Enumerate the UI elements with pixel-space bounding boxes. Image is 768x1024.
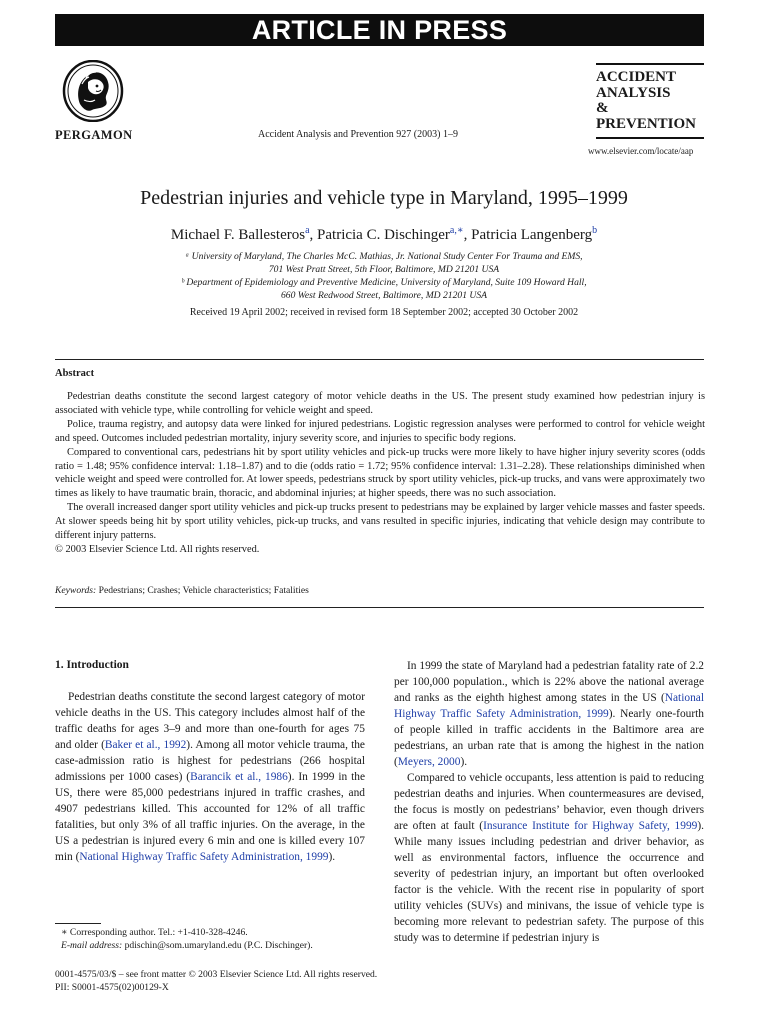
body-text: ). Among all motor vehicle trauma, the case-admission ratio is highest for pedestrians (266 hospital admissions per 1000 cases) ( bbox=[55, 739, 365, 783]
journal-title-line: ACCIDENT bbox=[596, 69, 677, 85]
copyright-notice: © 2003 Elsevier Science Ltd. All rights reserved. bbox=[55, 543, 260, 555]
body-text: ). While many issues including pedestrian and driver behavior, as well as environmental factors, influence the occurrence and severity of pedestrian injury, an important but often overlooked factor is the vehicle. With the recent rise in popularity of sport utility vehicles (SUVs) and minivans, the issue of vehicle type is becoming more relevant to pedestrian safety. The purpose of this study was to determine if pedestrian injury is bbox=[394, 820, 704, 944]
abstract-paragraph: The overall increased danger sport utility vehicles and pick-up trucks present to pedestrians may be explained by larger vehicle masses and faster speeds. At slower speeds being hit by sport utility vehicles, pick-up trucks, and vans resulted in specific injuries, indicating that vehicle design may contribute to different injury patterns. bbox=[55, 502, 705, 542]
left-column-text bbox=[55, 689, 365, 865]
affiliation-a bbox=[0, 250, 768, 276]
abstract-paragraph: Police, trauma registry, and autopsy data were linked for injured pedestrians. Logistic regression analyses were performed to control for vehicle weight and speed. Outcomes included pedestrian mortality, injury severity score, and injuries to specific body regions. bbox=[55, 418, 705, 444]
abstract-heading: Abstract bbox=[55, 368, 95, 379]
affiliation-line: 701 West Pratt Street, 5th Floor, Baltimore, MD 21201 USA bbox=[268, 264, 500, 275]
citation-link[interactable]: Barancik et al., 1986 bbox=[190, 771, 288, 783]
citation-link[interactable]: Insurance Institute for Highway Safety, 1999 bbox=[483, 820, 698, 832]
citation-link[interactable]: National Highway Traffic Safety Administration, 1999 bbox=[79, 851, 329, 863]
journal-title-line: & bbox=[596, 100, 609, 116]
received-dates: Received 19 April 2002; received in revised form 18 September 2002; accepted 30 October 2002 bbox=[189, 307, 579, 318]
author-name: Patricia C. Dischinger bbox=[317, 227, 450, 243]
journal-title-line: ANALYSIS bbox=[596, 84, 671, 101]
journal-citation: Accident Analysis and Prevention 927 (2003) 1–9 bbox=[258, 129, 458, 140]
email-label: E-mail address: bbox=[61, 940, 123, 951]
article-in-press-banner: ARTICLE IN PRESS bbox=[55, 14, 704, 46]
affiliation-line: 660 West Redwood Street, Baltimore, MD 21201 USA bbox=[281, 290, 487, 301]
author-name: Michael F. Ballesteros bbox=[170, 227, 306, 243]
citation-link[interactable]: National Highway Traffic Safety Administration, 1999 bbox=[394, 692, 704, 720]
body-text: ). bbox=[460, 756, 468, 768]
publisher-name: PERGAMON bbox=[55, 128, 133, 142]
body-paragraph bbox=[394, 770, 704, 946]
journal-url-link[interactable]: www.elsevier.com/locate/aap bbox=[588, 146, 694, 156]
email-value[interactable]: pdischin@som.umaryland.edu (P.C. Dischinger). bbox=[124, 940, 313, 951]
body-text: ). bbox=[328, 851, 336, 863]
citation-link[interactable]: Meyers, 2000 bbox=[397, 756, 461, 768]
author-affiliation-marker[interactable]: a,∗ bbox=[449, 225, 464, 236]
keywords-value: Pedestrians; Crashes; Vehicle characteristics; Fatalities bbox=[98, 585, 309, 596]
body-text: Compared to vehicle occupants, less attention is paid to reducing pedestrian deaths and injuries. When countermeasures are devised, the focus is mostly on pedestrians’ behavior, even though drivers are often at fault ( bbox=[394, 772, 704, 832]
body-text: ). Nearly one-fourth of people killed in traffic accidents in the Baltimore area are pedestrians, an urban rate that is among the highest in the nation ( bbox=[394, 708, 704, 768]
body-paragraph bbox=[394, 658, 704, 770]
author-affiliation-marker[interactable]: a bbox=[305, 225, 310, 236]
article-title: Pedestrian injuries and vehicle type in Maryland, 1995–1999 bbox=[140, 187, 628, 209]
keywords bbox=[55, 585, 309, 596]
section-heading-introduction: 1. Introduction bbox=[55, 659, 129, 671]
abstract-divider-top bbox=[55, 359, 704, 360]
affiliation-b bbox=[0, 276, 768, 302]
abstract-paragraph: Pedestrian deaths constitute the second largest category of motor vehicle deaths in the US. The present study examined how pedestrian injury is associated with vehicle type, while controlling for vehicle weight and speed. bbox=[55, 391, 705, 416]
affiliation-line: ᵃ University of Maryland, The Charles McC. Mathias, Jr. National Study Center For Trauma and EMS, bbox=[185, 251, 583, 262]
front-matter-line: 0001-4575/03/$ – see front matter © 2003 Elsevier Science Ltd. All rights reserved. bbox=[55, 969, 378, 980]
author-name: Patricia Langenberg bbox=[471, 227, 593, 243]
abstract-body bbox=[55, 390, 705, 557]
body-text: Pedestrian deaths constitute the second largest category of motor vehicle deaths in the US. This category includes almost half of the traffic deaths for ages 3–9 and more than one-fourth for ages 75 and older ( bbox=[55, 691, 365, 751]
author-affiliation-marker[interactable]: b bbox=[592, 225, 598, 236]
journal-title bbox=[596, 70, 708, 132]
body-paragraph bbox=[55, 689, 365, 865]
journal-title-line: PREVENTION bbox=[596, 115, 697, 132]
email-footnote bbox=[61, 939, 313, 952]
journal-title-rule-bottom bbox=[596, 137, 704, 139]
abstract-divider-bottom bbox=[55, 607, 704, 608]
abstract-paragraph: Compared to conventional cars, pedestrians hit by sport utility vehicles and pick-up trucks were more likely to have higher injury severity scores (odds ratio = 1.48; 95% confidence interval: 1.18–1.87) and to die (odds ratio = 1.72; 95% confidence interval: 1.31–2.28). These relationships diminished when vehicle weight and speed were controlled for. At lower speeds, pedestrians struck by sport utility vehicles, pick-up trucks, and vans were approximately two times as likely to have traumatic brain, thoracic, and abdominal injuries; at higher speeds, there was no such association. bbox=[55, 446, 705, 500]
pii-line: PII: S0001-4575(02)00129-X bbox=[55, 982, 169, 993]
footnote-rule bbox=[55, 923, 101, 924]
affiliation-line: ᵇ Department of Epidemiology and Preventive Medicine, University of Maryland, Suite 109 Howard Hall, bbox=[181, 277, 587, 288]
author-list: Michael F. Ballesteros$^a$, Patricia C. Dischinger$^{a,∗}$, Patricia Langenberg$^b$ bbox=[170, 225, 598, 243]
right-column-text bbox=[394, 658, 704, 946]
publisher-logo-icon bbox=[62, 60, 124, 122]
body-text: In 1999 the state of Maryland had a pedestrian fatality rate of 2.2 per 100,000 population., which is 22% above the national average and ranks as the eighth highest among states in the US ( bbox=[394, 660, 704, 704]
keywords-label: Keywords: bbox=[55, 585, 97, 596]
body-text: ). In 1999 in the US, there were 85,000 pedestrians injured in traffic crashes, and 4907 pedestrians killed. This accounted for 12% of all traffic fatalities, but only 3% of all traffic injuries. On the average, in the US a pedestrian is injured every 6 min and one is killed every 107 min ( bbox=[55, 771, 366, 863]
journal-title-rule-top bbox=[596, 63, 704, 65]
citation-link[interactable]: Baker et al., 1992 bbox=[104, 739, 187, 751]
corresponding-author-footnote: ∗ Corresponding author. Tel.: +1-410-328-4246. bbox=[61, 927, 248, 938]
